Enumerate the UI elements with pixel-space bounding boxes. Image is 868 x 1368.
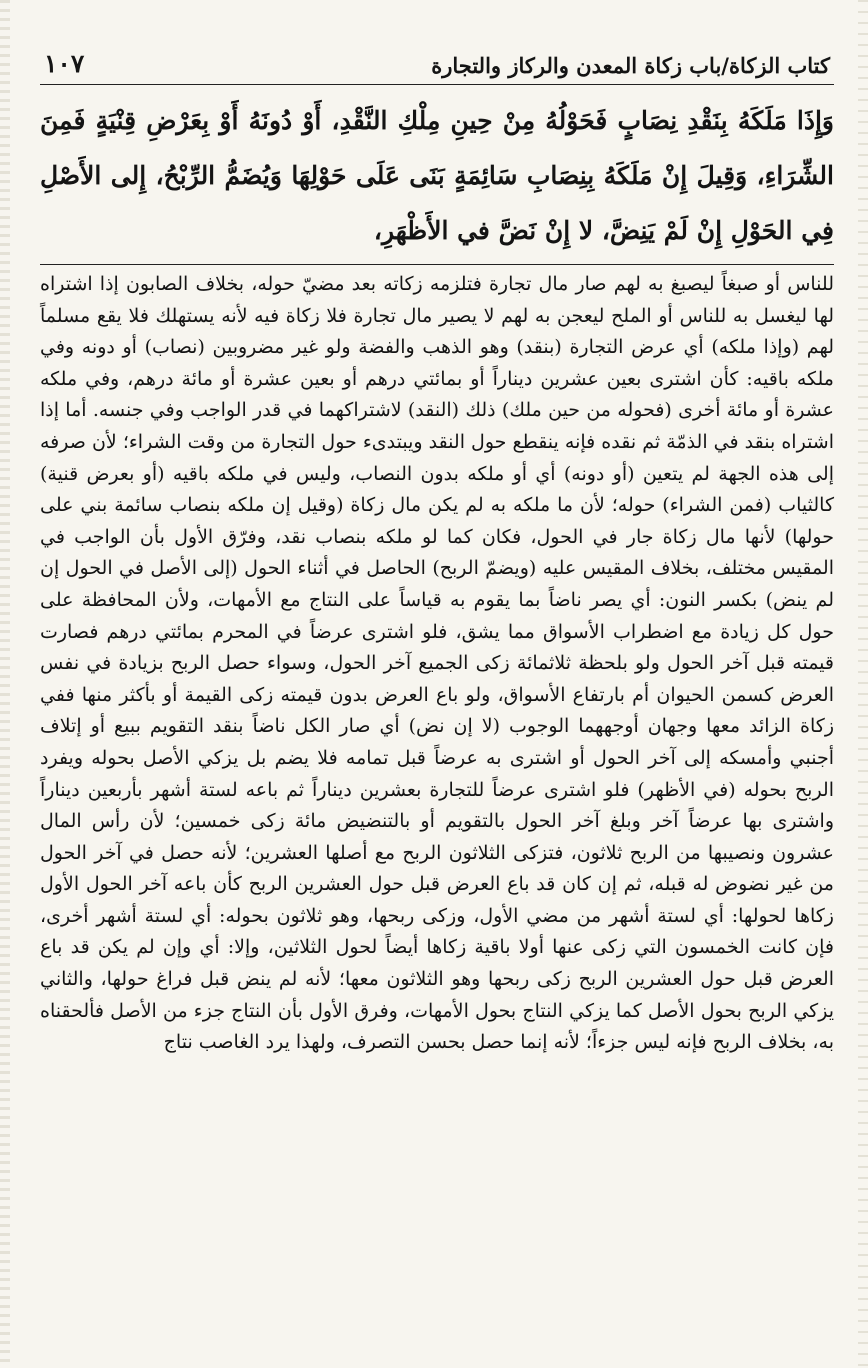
sharh-commentary [40,269,834,1059]
page-edge-left [0,0,10,1368]
matn-text: وَإِذَا مَلَكَهُ بِنَقْدِ نِصَابٍ فَحَوْلُهُ مِنْ حِينِ مِلْكِ النَّقْدِ، أَوْ دُونَهُ أَوْ بِعَرْضِ قِنْيَةٍ فَمِنَ الشِّرَاءِ، وَقِيلَ إِنْ مَلَكَهُ بِنِصَابِ سَائِمَةٍ بَنَى عَلَى حَوْلِهَا وَيُضَمُّ الرِّبْحُ، إِلى الأَصْلِ فِي الحَوْلِ إِنْ لَمْ يَنِضَّ، لا إِنْ نَضَّ في الأَظْهَرِ، [40,106,834,245]
sharh-paragraph: للناس أو صبغاً ليصبغ به لهم صار مال تجارة فتلزمه زكاته بعد مضيّ حوله، بخلاف الصابون إذا اشتراه لها ليغسل به للناس أو الملح ليعجن به لهم لا يصير مال تجارة فلا زكاة فيه لأنه يستهلك فلا يقع مسلماً لهم (وإذا ملكه) أي عرض التجارة (بنقد) وهو الذهب والفضة ولو غير مضروبين (نصاب) أو دونه وفي ملكه باقيه: كأن اشترى بعين عشرين ديناراً أو بمائتي درهم أو بعين عشرة أو مائة درهم، وفي ملكه عشرة أو مائة أخرى (فحوله من حين ملك) ذلك (النقد) لاشتراكهما في قدر الواجب وفي جنسه. أما إذا اشتراه بنقد في الذمّة ثم نقده فإنه ينقطع حول النقد ويبتدىء حول التجارة من وقت الشراء؛ لأن صرفه إلى هذه الجهة لم يتعين (أو دونه) أي أو ملكه بدون النصاب، وليس في ملكه باقيه (أو بعرض قنية) كالثياب (فمن الشراء) حوله؛ لأن ما ملكه به لم يكن مال زكاة (وقيل إن ملكه بنصاب سائمة بني على حولها) لأنها مال زكاة جار في الحول، فكان كما لو ملكه بنصاب نقد، وفرّق الأول بأن الواجب في المقيس مختلف، بخلاف المقيس عليه (ويضمّ الربح) الحاصل في أثناء الحول (إلى الأصل في الحول إن لم ينض) بكسر النون: أي يصر ناضاً بما يقوم به قياساً على النتاج مع الأمهات، ولأن المحافظة على حول كل زيادة مع اضطراب الأسواق مما يشق، فلو اشترى عرضاً في المحرم بمائتي درهم فصارت قيمته قبل آخر الحول ولو بلحظة ثلاثمائة زكى الجميع آخر الحول، وسواء حصل الربح بزيادة في نفس العرض كسمن الحيوان أم بارتفاع الأسواق، ولو باع العرض بدون قيمته زكى القيمة أو بأكثر منها ففي زكاة الزائد معها وجهان أوجههما الوجوب (لا إن نض) أي صار الكل ناضاً بنقد التقويم ببيع أو إتلاف أجنبي وأمسكه إلى آخر الحول أو اشترى به عرضاً قبل تمامه فلا يضم بل يزكي الأصل بحوله ويفرد الربح بحوله (في الأظهر) فلو اشترى عرضاً للتجارة بعشرين ديناراً ثم باعه لستة أشهر بأربعين ديناراً واشترى بها عرضاً آخر وبلغ آخر الحول بالتقويم أو بالتنضيض مائة زكى خمسين؛ لأن رأس المال عشرون ونصيبها من الربح ثلاثون، فتزكى الثلاثون الربح مع أصلها العشرين؛ لأنه حصل في آخر الحول من غير نضوض له قبله، ثم إن كان قد باع العرض قبل حول العشرين الربح كأن باعه آخر الحول الأول زكاها لحولها: أي لستة أشهر من مضي الأول، وزكى ربحها، وهو ثلاثون بحوله: أي لستة أشهر أخرى، فإن كانت الخمسون التي زكى عنها أولا باقية زكاها أيضاً لحول الثلاثين، وإلا: أي وإن لم يكن قد باع العرض قبل حول العشرين الربح زكى ربحها وهو الثلاثون معها؛ لأنه لم ينض قبل فراغ حولها، والثاني يزكي الربح بحول الأصل كما يزكي النتاج بحول الأمهات، وفرق الأول بأن النتاج جزء من الأصل فألحقناه به، بخلاف الربح فإنه ليس جزءاً؛ لأنه إنما حصل بحسن التصرف، ولهذا يرد الغاصب نتاج [40,273,834,1054]
matn-sharh-divider [40,264,834,265]
running-title: كتاب الزكاة/باب زكاة المعدن والركاز والتجارة [431,53,830,78]
page-number: ١٠٧ [44,49,85,78]
page-edge-right [858,0,868,1368]
running-header [40,34,834,85]
